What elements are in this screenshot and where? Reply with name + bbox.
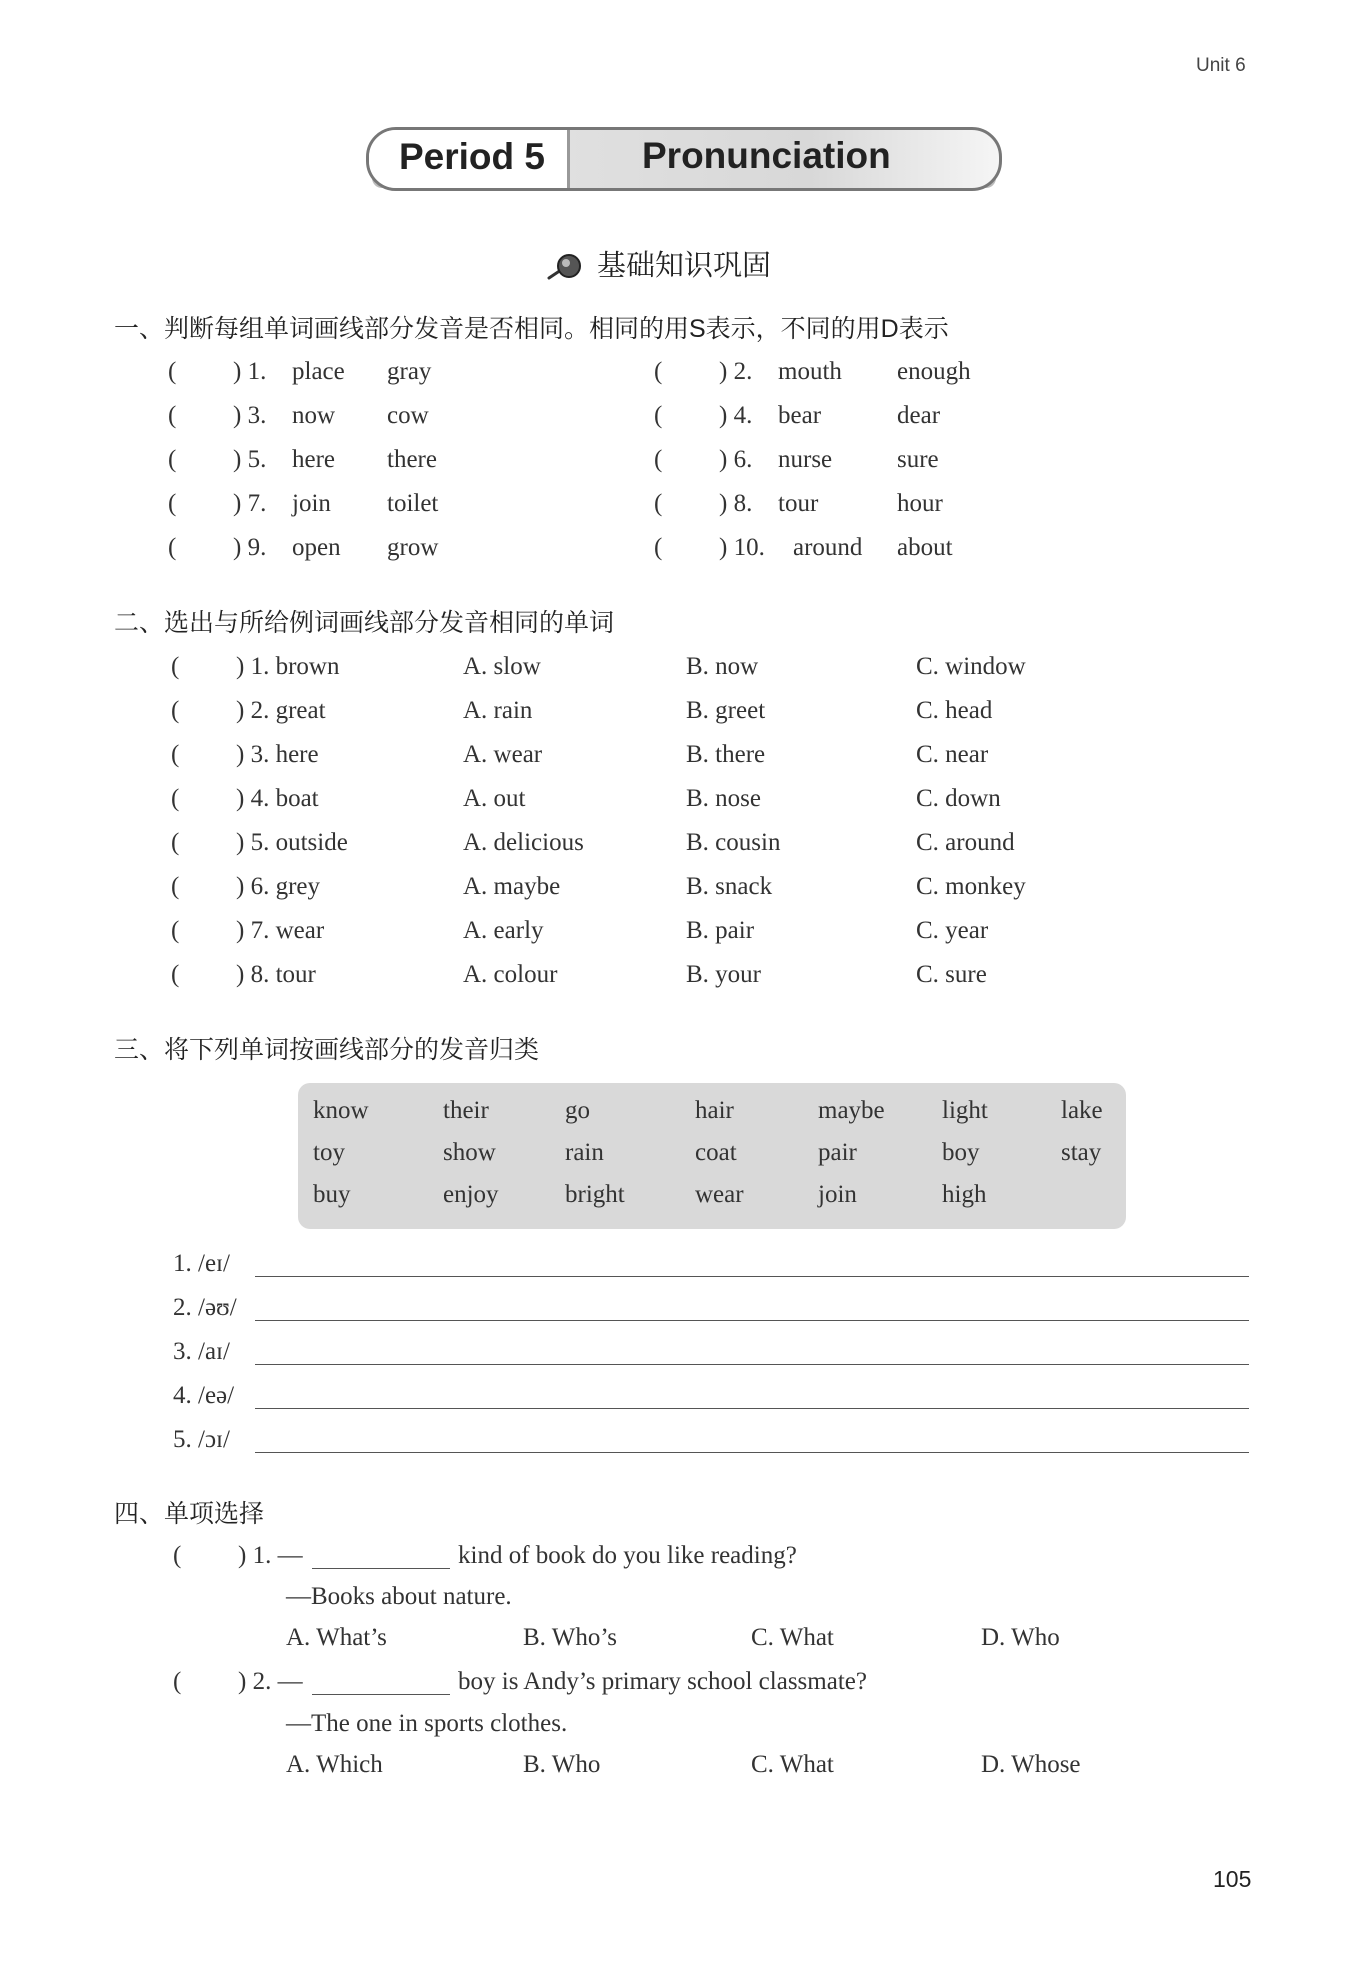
q1-word-2: cow	[387, 402, 429, 429]
answer-paren[interactable]: (	[168, 534, 177, 561]
q2-option-c: C. near	[916, 741, 989, 768]
q1-item-number: ) 3.	[233, 402, 267, 429]
answer-paren[interactable]: (	[654, 358, 663, 385]
q2-title: 二、选出与所给例词画线部分发音相同的单词	[114, 609, 615, 637]
q1-word-1: here	[292, 446, 336, 473]
sound-label: 5. /ɔɪ/	[173, 1426, 230, 1453]
word-bank-item: lake	[1061, 1097, 1103, 1124]
q2-example-word: ) 7. wear	[236, 917, 325, 944]
answer-paren[interactable]: (	[654, 402, 663, 429]
word-bank-item: toy	[313, 1139, 345, 1166]
answer-line[interactable]	[255, 1364, 1249, 1365]
q1-word-1: mouth	[778, 358, 842, 385]
q4-stem: kind of book do you like reading?	[458, 1542, 797, 1569]
word-bank-item: maybe	[818, 1097, 885, 1124]
answer-paren[interactable]: (	[171, 697, 180, 724]
magnifier-icon	[545, 252, 585, 282]
q1-word-2: dear	[897, 402, 941, 429]
word-bank-item: know	[313, 1097, 369, 1124]
answer-paren[interactable]: (	[171, 961, 180, 988]
q1-item-number: ) 1.	[233, 358, 267, 385]
q1-word-1: join	[292, 490, 331, 517]
q1-item-number: ) 8.	[719, 490, 753, 517]
word-bank-item: pair	[818, 1139, 857, 1166]
q1-item-number: ) 2.	[719, 358, 753, 385]
q2-example-word: ) 1. brown	[236, 653, 340, 680]
q1-word-2: sure	[897, 446, 939, 473]
q2-example-word: ) 8. tour	[236, 961, 316, 988]
q1-item-number: ) 5.	[233, 446, 267, 473]
word-bank-item: boy	[942, 1139, 980, 1166]
q2-option-a: A. rain	[463, 697, 533, 724]
answer-paren[interactable]: (	[171, 785, 180, 812]
sound-label: 2. /əʊ/	[173, 1294, 237, 1321]
q1-word-1: open	[292, 534, 341, 561]
word-bank-item: enjoy	[443, 1181, 499, 1208]
q1-item-number: ) 4.	[719, 402, 753, 429]
word-bank-item: buy	[313, 1181, 351, 1208]
q2-option-a: A. maybe	[463, 873, 561, 900]
word-bank-item: stay	[1061, 1139, 1102, 1166]
word-bank-item: show	[443, 1139, 496, 1166]
q1-item-number: ) 7.	[233, 490, 267, 517]
q4-stem: boy is Andy’s primary school classmate?	[458, 1668, 867, 1695]
answer-paren[interactable]: (	[171, 829, 180, 856]
q2-option-a: A. wear	[463, 741, 543, 768]
q4-option-a: A. Which	[286, 1751, 383, 1778]
answer-paren[interactable]: (	[171, 741, 180, 768]
q1-word-1: place	[292, 358, 345, 385]
q4-answer: —The one in sports clothes.	[286, 1710, 568, 1737]
answer-paren[interactable]: (	[173, 1668, 182, 1695]
q2-option-a: A. delicious	[463, 829, 584, 856]
q2-example-word: ) 3. here	[236, 741, 319, 768]
answer-paren[interactable]: (	[173, 1542, 182, 1569]
q4-answer: —Books about nature.	[286, 1583, 512, 1610]
word-bank-item: high	[942, 1181, 987, 1208]
q2-option-a: A. slow	[463, 653, 541, 680]
q2-option-c: C. sure	[916, 961, 987, 988]
word-bank-item: go	[565, 1097, 590, 1124]
section-heading	[545, 243, 771, 284]
answer-line[interactable]	[255, 1408, 1249, 1409]
q4-option-d: D. Who	[981, 1624, 1060, 1651]
q1-word-2: grow	[387, 534, 439, 561]
q2-option-b: B. now	[686, 653, 759, 680]
q1-word-1: around	[793, 534, 863, 561]
q2-option-c: C. monkey	[916, 873, 1026, 900]
word-bank-item: rain	[565, 1139, 604, 1166]
word-bank-item: hair	[695, 1097, 734, 1124]
word-bank-item: wear	[695, 1181, 744, 1208]
q1-word-2: there	[387, 446, 437, 473]
q2-example-word: ) 6. grey	[236, 873, 320, 900]
q1-word-2: hour	[897, 490, 943, 517]
answer-paren[interactable]: (	[171, 917, 180, 944]
q2-option-b: B. pair	[686, 917, 755, 944]
q3-title: 三、将下列单词按画线部分的发音归类	[114, 1036, 540, 1064]
answer-paren[interactable]: (	[654, 446, 663, 473]
q2-option-b: B. nose	[686, 785, 761, 812]
answer-paren[interactable]: (	[168, 446, 177, 473]
q4-option-d: D. Whose	[981, 1751, 1081, 1778]
q2-option-c: C. around	[916, 829, 1015, 856]
q2-option-a: A. early	[463, 917, 544, 944]
q4-item-number: ) 1. —	[238, 1542, 303, 1569]
q2-option-a: A. colour	[463, 961, 558, 988]
q1-word-2: gray	[387, 358, 432, 385]
q1-item-number: ) 9.	[233, 534, 267, 561]
blank-line[interactable]	[312, 1694, 450, 1695]
answer-paren[interactable]: (	[654, 534, 663, 561]
answer-line[interactable]	[255, 1276, 1249, 1277]
answer-line[interactable]	[255, 1452, 1249, 1453]
sound-label: 1. /eɪ/	[173, 1250, 230, 1277]
answer-paren[interactable]: (	[171, 873, 180, 900]
section-heading-text: 基础知识巩固	[597, 250, 772, 282]
q4-option-b: B. Who	[523, 1751, 601, 1778]
title-banner	[366, 127, 1002, 191]
word-bank-item: their	[443, 1097, 489, 1124]
q2-example-word: ) 4. boat	[236, 785, 319, 812]
q2-option-c: C. window	[916, 653, 1026, 680]
q4-option-a: A. What’s	[286, 1624, 387, 1651]
answer-paren[interactable]: (	[168, 402, 177, 429]
q2-option-c: C. head	[916, 697, 993, 724]
q1-word-1: bear	[778, 402, 822, 429]
q2-option-c: C. year	[916, 917, 989, 944]
blank-line[interactable]	[312, 1568, 450, 1569]
sound-label: 4. /eə/	[173, 1382, 235, 1409]
q4-item-number: ) 2. —	[238, 1668, 303, 1695]
q1-word-1: nurse	[778, 446, 833, 473]
word-bank-item: bright	[565, 1181, 625, 1208]
q1-word-1: tour	[778, 490, 819, 517]
q2-option-b: B. cousin	[686, 829, 781, 856]
q1-item-number: ) 6.	[719, 446, 753, 473]
q2-option-b: B. greet	[686, 697, 766, 724]
q4-option-c: C. What	[751, 1751, 834, 1778]
page-number: 105	[1213, 1866, 1252, 1892]
page-title: Pronunciation	[642, 135, 891, 176]
q4-title: 四、单项选择	[114, 1500, 265, 1528]
sound-label: 3. /aɪ/	[173, 1338, 230, 1365]
q2-example-word: ) 5. outside	[236, 829, 348, 856]
word-bank-item: join	[818, 1181, 857, 1208]
q2-option-b: B. there	[686, 741, 766, 768]
word-bank-item: light	[942, 1097, 988, 1124]
q4-option-b: B. Who’s	[523, 1624, 617, 1651]
answer-paren[interactable]: (	[654, 490, 663, 517]
answer-line[interactable]	[255, 1320, 1249, 1321]
q1-word-1: now	[292, 402, 336, 429]
answer-paren[interactable]: (	[168, 358, 177, 385]
q2-option-c: C. down	[916, 785, 1001, 812]
answer-paren[interactable]: (	[171, 653, 180, 680]
unit-label: Unit 6	[1196, 55, 1246, 76]
q4-option-c: C. What	[751, 1624, 834, 1651]
q2-option-a: A. out	[463, 785, 526, 812]
q1-title: 一、判断每组单词画线部分发音是否相同。相同的用S表示，不同的用D表示	[114, 315, 949, 343]
q1-word-2: enough	[897, 358, 971, 385]
q2-option-b: B. your	[686, 961, 761, 988]
q2-example-word: ) 2. great	[236, 697, 326, 724]
q1-word-2: toilet	[387, 490, 439, 517]
q1-item-number: ) 10.	[719, 534, 765, 561]
q1-word-2: about	[897, 534, 953, 561]
answer-paren[interactable]: (	[168, 490, 177, 517]
q2-option-b: B. snack	[686, 873, 773, 900]
period-label: Period 5	[399, 136, 545, 177]
word-bank-item: coat	[695, 1139, 737, 1166]
